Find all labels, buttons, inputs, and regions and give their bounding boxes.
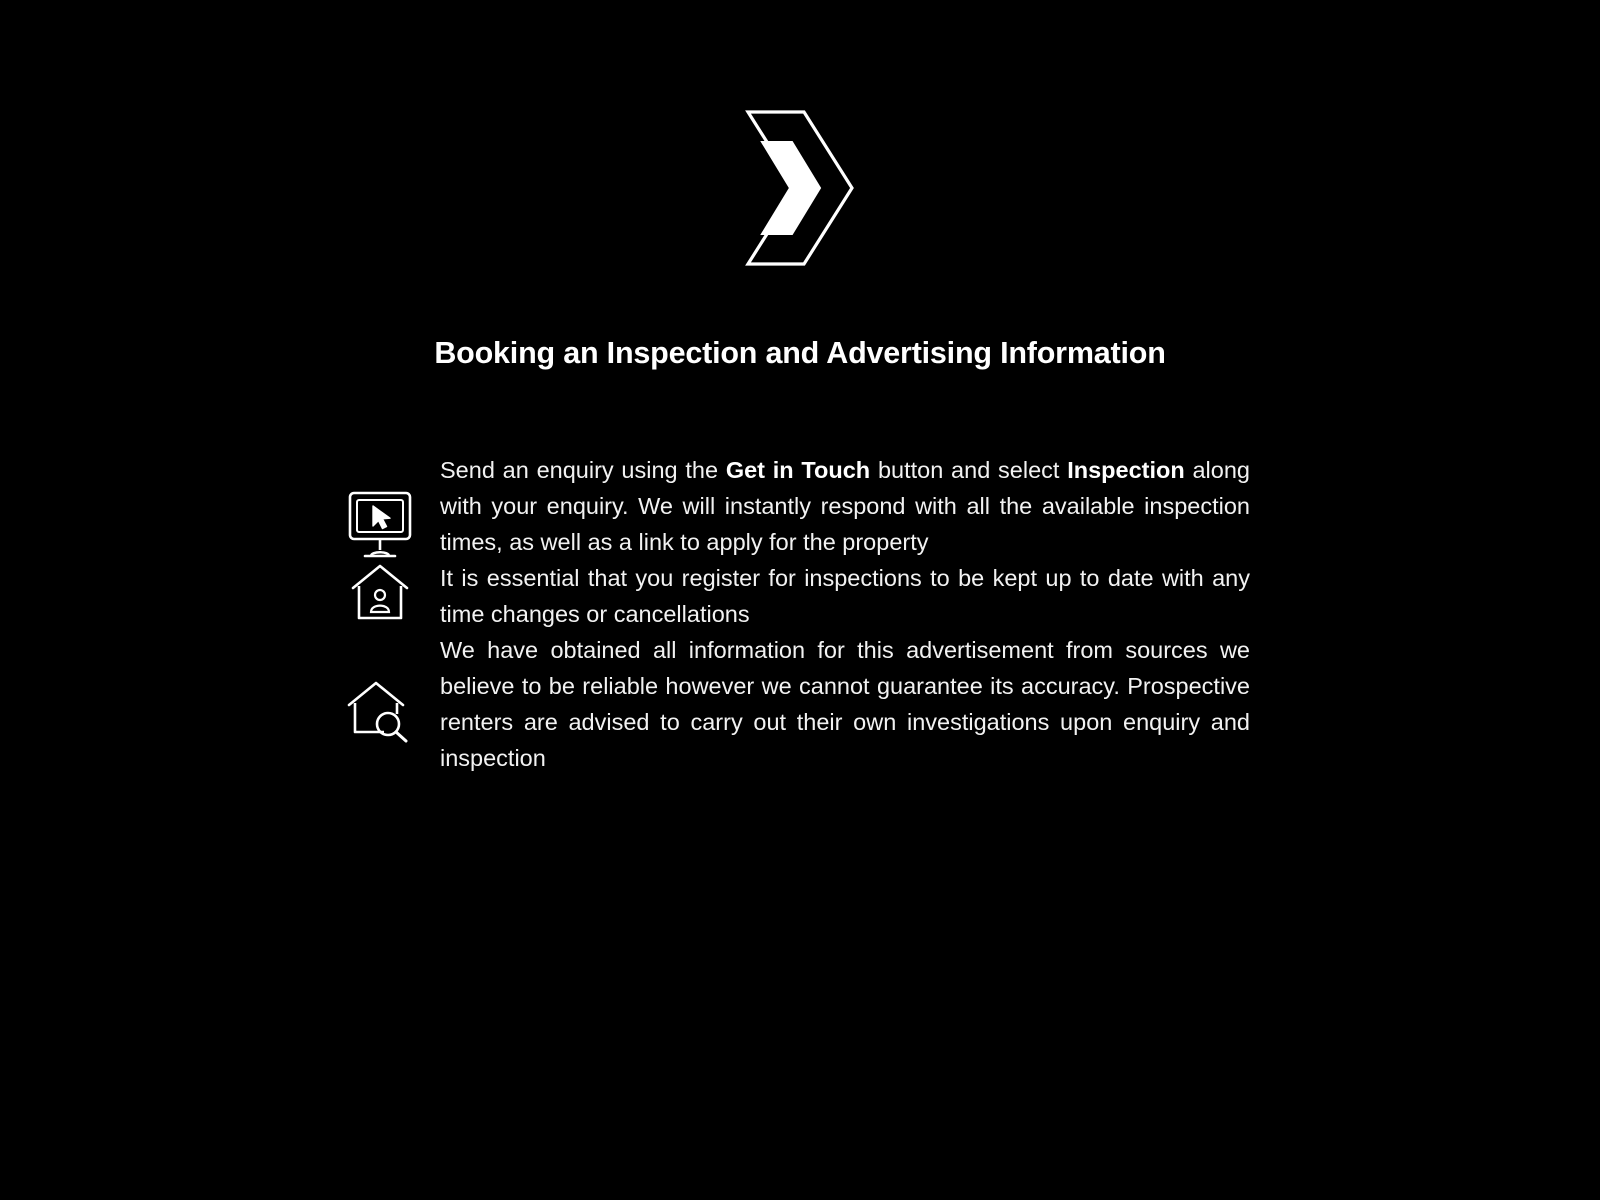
- page-title: Booking an Inspection and Advertising Information: [434, 336, 1166, 370]
- house-person-icon: [320, 560, 440, 624]
- list-item-text: We have obtained all information for this advertisement from sources we believe to be reliable however we cannot guarantee its accuracy. Prospective renters are advised to carry out their own investigations upon enquiry and inspection: [440, 637, 1250, 771]
- list-item: [320, 560, 1250, 632]
- item1-bold-get-in-touch: Get in Touch: [725, 457, 871, 483]
- list-item-text: [440, 452, 1250, 560]
- monitor-cursor-icon: [320, 452, 440, 560]
- brand-logo: [0, 108, 1600, 268]
- item1-text-after: along with your enquiry. We will instantly respond with all the available inspection times, as well as a link to apply for the property: [440, 457, 1250, 555]
- list-item: [320, 452, 1250, 560]
- list-item-text: It is essential that you register for inspections to be kept up to date with any time changes or cancellations: [440, 565, 1250, 627]
- info-list: [320, 452, 1250, 776]
- item1-text-before: Send an enquiry using the: [440, 457, 726, 483]
- house-magnifier-icon: [320, 632, 440, 744]
- item1-text-middle: button and select: [870, 457, 1068, 483]
- chevron-right-outline-logo-icon: [740, 108, 860, 268]
- list-item: [320, 632, 1250, 776]
- item1-bold-inspection: Inspection: [1067, 457, 1185, 483]
